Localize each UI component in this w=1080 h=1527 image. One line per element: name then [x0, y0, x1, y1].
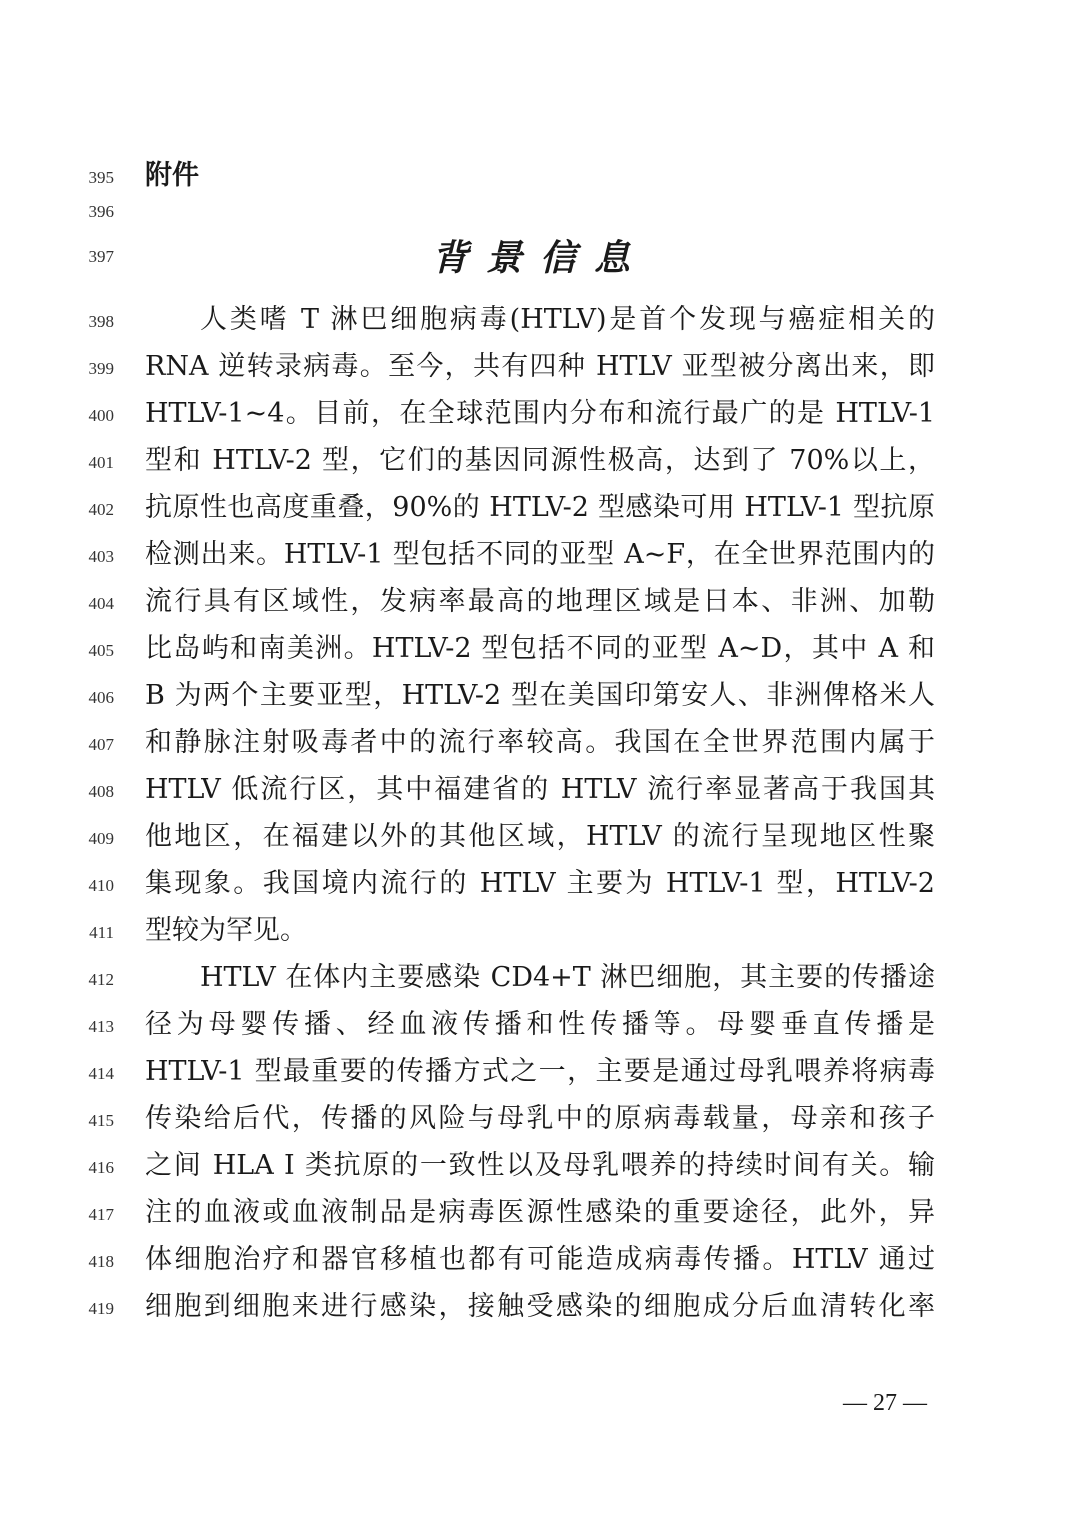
- line-number: 405: [88, 641, 114, 660]
- body-text-line: 细胞到细胞来进行感染，接触受感染的细胞成分后血清转化率: [145, 1291, 935, 1322]
- line-number: 410: [88, 876, 114, 895]
- body-text-line: 人类嗜 T 淋巴细胞病毒(HTLV)是首个发现与癌症相关的: [200, 304, 935, 335]
- body-text-line: 径为母婴传播、经血液传播和性传播等。母婴垂直传播是: [145, 1009, 935, 1040]
- body-text-line: HTLV 在体内主要感染 CD4+T 淋巴细胞，其主要的传播途: [200, 962, 935, 993]
- line-400: [0, 396, 1080, 440]
- body-text-line: 型和 HTLV-2 型，它们的基因同源性极高，达到了 70%以上，: [145, 445, 935, 476]
- line-number: 397: [88, 247, 114, 266]
- line-number: 412: [88, 970, 114, 989]
- line-number: 406: [88, 688, 114, 707]
- line-419: [0, 1289, 1080, 1333]
- line-402: [0, 490, 1080, 534]
- line-number: 416: [88, 1158, 114, 1177]
- line-number: 399: [88, 359, 114, 378]
- body-text-line: 和静脉注射吸毒者中的流行率较高。我国在全世界范围内属于: [145, 727, 935, 758]
- page-title: 背景信息: [431, 237, 648, 279]
- body-text-line: HTLV 低流行区，其中福建省的 HTLV 流行率显著高于我国其: [145, 774, 935, 805]
- line-number: 413: [88, 1017, 114, 1036]
- line-405: [0, 631, 1080, 675]
- body-text-line: 注的血液或血液制品是病毒医源性感染的重要途径，此外，异: [145, 1197, 935, 1228]
- body-text-line: 体细胞治疗和器官移植也都有可能造成病毒传播。HTLV 通过: [145, 1244, 935, 1275]
- line-410: [0, 866, 1080, 910]
- line-408: [0, 772, 1080, 816]
- line-401: [0, 443, 1080, 487]
- body-text-line: HTLV-1 型最重要的传播方式之一，主要是通过母乳喂养将病毒: [145, 1056, 935, 1087]
- body-text-line: 抗原性也高度重叠，90%的 HTLV-2 型感染可用 HTLV-1 型抗原: [145, 492, 935, 523]
- line-403: [0, 537, 1080, 581]
- line-number: 398: [88, 312, 114, 331]
- line-398: [0, 302, 1080, 346]
- body-text-line: 流行具有区域性，发病率最高的地理区域是日本、非洲、加勒: [145, 586, 935, 617]
- body-text-line: 比岛屿和南美洲。HTLV-2 型包括不同的亚型 A~D，其中 A 和: [145, 633, 935, 664]
- body-text-line: 集现象。我国境内流行的 HTLV 主要为 HTLV-1 型，HTLV-2: [145, 868, 935, 899]
- line-416: [0, 1148, 1080, 1192]
- line-404: [0, 584, 1080, 628]
- page-number: — 27 —: [843, 1390, 927, 1416]
- body-text-line: 传染给后代，传播的风险与母乳中的原病毒载量，母亲和孩子: [145, 1103, 935, 1134]
- line-number: 415: [88, 1111, 114, 1130]
- line-409: [0, 819, 1080, 863]
- body-text-line: 他地区，在福建以外的其他区域，HTLV 的流行呈现地区性聚: [145, 821, 935, 852]
- line-number: 417: [88, 1205, 114, 1224]
- line-number: 403: [88, 547, 114, 566]
- line-418: [0, 1242, 1080, 1286]
- attachment-label: 附件: [145, 160, 199, 191]
- body-text-line: RNA 逆转录病毒。至今，共有四种 HTLV 亚型被分离出来，即: [145, 351, 935, 382]
- body-text-line: B 为两个主要亚型，HTLV-2 型在美国印第安人、非洲俾格米人: [145, 680, 935, 711]
- line-number: 395: [88, 168, 114, 187]
- line-414: [0, 1054, 1080, 1098]
- line-number: 396: [88, 202, 114, 221]
- body-text-line: 检测出来。HTLV-1 型包括不同的亚型 A~F，在全世界范围内的: [145, 539, 935, 570]
- body-text-line: 之间 HLA I 类抗原的一致性以及母乳喂养的持续时间有关。输: [145, 1150, 935, 1181]
- line-407: [0, 725, 1080, 769]
- line-number: 414: [88, 1064, 114, 1083]
- line-412: [0, 960, 1080, 1004]
- line-number: 411: [89, 923, 114, 942]
- line-number: 419: [88, 1299, 114, 1318]
- line-number: 400: [88, 406, 114, 425]
- line-411: [0, 913, 1080, 957]
- line-406: [0, 678, 1080, 722]
- line-417: [0, 1195, 1080, 1239]
- body-text-line: 型较为罕见。: [145, 915, 307, 946]
- line-397: [0, 236, 1080, 280]
- line-395: [0, 158, 1080, 202]
- line-415: [0, 1101, 1080, 1145]
- line-number: 402: [88, 500, 114, 519]
- body-text-line: HTLV-1~4。目前，在全球范围内分布和流行最广的是 HTLV-1: [145, 398, 935, 429]
- line-number: 408: [88, 782, 114, 801]
- line-399: [0, 349, 1080, 393]
- line-number: 401: [88, 453, 114, 472]
- line-number: 407: [88, 735, 114, 754]
- line-413: [0, 1007, 1080, 1051]
- line-number: 404: [88, 594, 114, 613]
- line-number: 409: [88, 829, 114, 848]
- line-number: 418: [88, 1252, 114, 1271]
